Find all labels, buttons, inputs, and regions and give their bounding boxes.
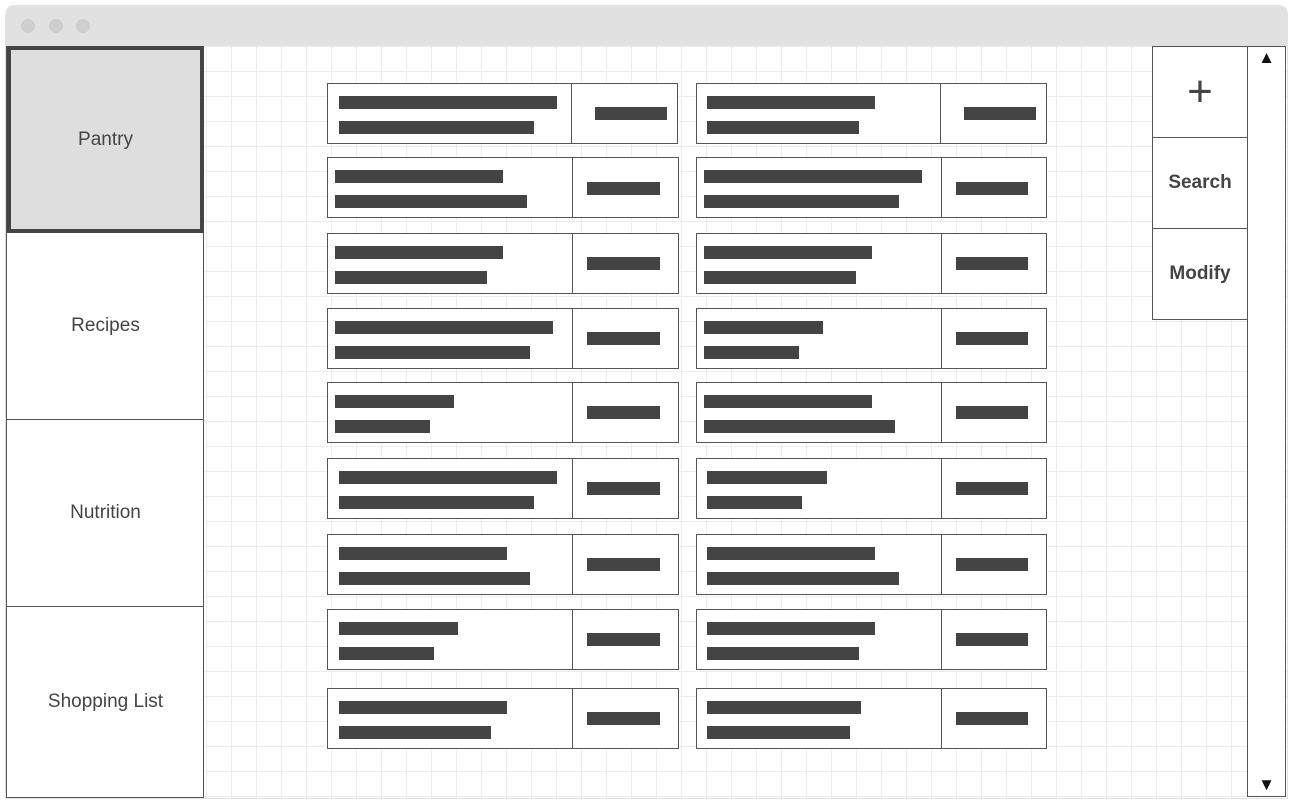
item-name-cell xyxy=(327,83,572,144)
item-qty-cell xyxy=(941,458,1047,519)
item-qty-placeholder xyxy=(587,332,660,345)
item-qty-placeholder xyxy=(587,257,660,270)
list-item[interactable] xyxy=(696,83,1048,144)
item-detail-placeholder xyxy=(707,572,899,585)
app-window xyxy=(6,6,1287,798)
item-detail-placeholder xyxy=(704,195,899,208)
item-qty-placeholder xyxy=(956,257,1028,270)
item-qty-placeholder xyxy=(587,182,660,195)
item-qty-cell xyxy=(572,157,679,218)
item-detail-placeholder xyxy=(335,346,530,359)
item-name-placeholder xyxy=(704,170,922,183)
item-name-cell xyxy=(696,308,942,369)
item-detail-placeholder xyxy=(335,195,527,208)
item-qty-placeholder xyxy=(587,558,660,571)
list-item[interactable] xyxy=(696,534,1048,595)
search-button-label: Search xyxy=(1168,172,1232,193)
item-name-cell xyxy=(696,382,942,443)
item-name-cell xyxy=(696,534,942,595)
item-detail-placeholder xyxy=(704,346,799,359)
add-item-button[interactable] xyxy=(1152,46,1248,138)
sidebar-item-label: Shopping List xyxy=(47,691,164,712)
item-detail-placeholder xyxy=(335,271,487,284)
item-qty-cell xyxy=(572,534,679,595)
item-name-cell xyxy=(696,688,942,749)
sidebar-item-recipes[interactable] xyxy=(7,233,204,420)
item-name-placeholder xyxy=(339,96,557,109)
item-name-placeholder xyxy=(704,395,872,408)
item-name-placeholder xyxy=(335,170,503,183)
list-item[interactable] xyxy=(696,688,1048,749)
sidebar-item-shopping-list[interactable] xyxy=(7,607,204,797)
modify-button-label: Modify xyxy=(1169,263,1231,284)
item-name-cell xyxy=(696,157,942,218)
item-qty-cell xyxy=(572,688,679,749)
item-qty-cell xyxy=(572,609,679,670)
item-name-cell xyxy=(696,458,942,519)
search-button[interactable] xyxy=(1152,137,1248,229)
scroll-up-icon[interactable]: ▲ xyxy=(1258,48,1275,67)
item-qty-placeholder xyxy=(956,406,1028,419)
item-qty-cell xyxy=(941,609,1047,670)
item-qty-placeholder xyxy=(587,482,660,495)
item-qty-cell xyxy=(941,382,1047,443)
plus-icon: + xyxy=(1187,67,1213,116)
title-bar xyxy=(6,6,1287,46)
list-item[interactable] xyxy=(327,308,679,369)
item-name-placeholder xyxy=(704,246,872,259)
minimize-window-button[interactable] xyxy=(49,19,63,33)
item-qty-placeholder xyxy=(956,182,1028,195)
item-qty-placeholder xyxy=(956,482,1028,495)
item-name-cell xyxy=(327,382,573,443)
list-item[interactable] xyxy=(327,382,679,443)
item-qty-placeholder xyxy=(587,712,660,725)
item-name-placeholder xyxy=(707,471,827,484)
item-name-cell xyxy=(696,233,942,294)
maximize-window-button[interactable] xyxy=(76,19,90,33)
sidebar-item-label: Recipes xyxy=(71,315,140,336)
item-detail-placeholder xyxy=(339,121,534,134)
item-detail-placeholder xyxy=(707,726,850,739)
item-qty-cell xyxy=(572,308,679,369)
item-qty-cell xyxy=(941,308,1047,369)
item-detail-placeholder xyxy=(339,496,534,509)
list-item[interactable] xyxy=(696,458,1048,519)
item-name-placeholder xyxy=(339,622,458,635)
item-qty-cell xyxy=(572,458,679,519)
list-item[interactable] xyxy=(696,157,1048,218)
list-item[interactable] xyxy=(327,534,679,595)
item-detail-placeholder xyxy=(707,496,802,509)
item-name-cell xyxy=(327,157,573,218)
item-name-placeholder xyxy=(335,246,503,259)
item-qty-placeholder xyxy=(956,558,1028,571)
item-name-placeholder xyxy=(339,547,507,560)
list-item[interactable] xyxy=(327,83,679,144)
item-qty-placeholder xyxy=(956,712,1028,725)
item-qty-placeholder xyxy=(956,633,1028,646)
item-name-cell xyxy=(327,688,573,749)
item-name-cell xyxy=(327,534,573,595)
vertical-scrollbar[interactable] xyxy=(1247,46,1286,797)
list-item[interactable] xyxy=(327,157,679,218)
item-name-placeholder xyxy=(339,471,557,484)
modify-button[interactable] xyxy=(1152,228,1248,320)
item-name-placeholder xyxy=(704,321,823,334)
item-qty-cell xyxy=(571,83,678,144)
list-item[interactable] xyxy=(696,233,1048,294)
item-name-cell xyxy=(327,308,573,369)
item-qty-cell xyxy=(941,534,1047,595)
item-qty-placeholder xyxy=(956,332,1028,345)
item-name-placeholder xyxy=(707,701,861,714)
list-item[interactable] xyxy=(327,233,679,294)
item-name-placeholder xyxy=(707,96,875,109)
item-name-placeholder xyxy=(707,547,875,560)
close-window-button[interactable] xyxy=(21,19,35,33)
item-qty-placeholder xyxy=(964,107,1036,120)
item-qty-placeholder xyxy=(587,406,660,419)
action-toolbar xyxy=(1152,46,1247,320)
sidebar-item-pantry[interactable] xyxy=(7,46,204,233)
item-qty-cell xyxy=(940,83,1047,144)
item-detail-placeholder xyxy=(339,726,491,739)
item-name-cell xyxy=(327,233,573,294)
sidebar-item-label: Nutrition xyxy=(70,502,141,523)
sidebar-item-label: Pantry xyxy=(78,128,133,150)
item-detail-placeholder xyxy=(707,647,859,660)
item-detail-placeholder xyxy=(704,271,856,284)
item-qty-cell xyxy=(941,233,1047,294)
item-qty-cell xyxy=(941,157,1047,218)
list-item[interactable] xyxy=(327,458,679,519)
sidebar-item-nutrition[interactable] xyxy=(7,420,204,607)
list-item[interactable] xyxy=(327,609,679,670)
item-detail-placeholder xyxy=(335,420,430,433)
list-item[interactable] xyxy=(696,308,1048,369)
item-name-placeholder xyxy=(335,321,553,334)
item-detail-placeholder xyxy=(339,572,530,585)
list-item[interactable] xyxy=(696,382,1048,443)
item-name-cell xyxy=(327,458,573,519)
item-qty-cell xyxy=(941,688,1047,749)
item-name-cell xyxy=(696,609,942,670)
scroll-down-icon[interactable]: ▼ xyxy=(1258,775,1275,794)
item-detail-placeholder xyxy=(707,121,859,134)
item-name-cell xyxy=(696,83,941,144)
item-name-placeholder xyxy=(339,701,507,714)
list-item[interactable] xyxy=(696,609,1048,670)
item-name-placeholder xyxy=(707,622,875,635)
item-detail-placeholder xyxy=(704,420,895,433)
item-name-cell xyxy=(327,609,573,670)
list-item[interactable] xyxy=(327,688,679,749)
content-area xyxy=(6,46,1287,798)
item-detail-placeholder xyxy=(339,647,434,660)
item-qty-placeholder xyxy=(587,633,660,646)
sidebar xyxy=(6,46,204,798)
item-qty-cell xyxy=(572,233,679,294)
item-qty-cell xyxy=(572,382,679,443)
item-name-placeholder xyxy=(335,395,454,408)
item-qty-placeholder xyxy=(595,107,667,120)
